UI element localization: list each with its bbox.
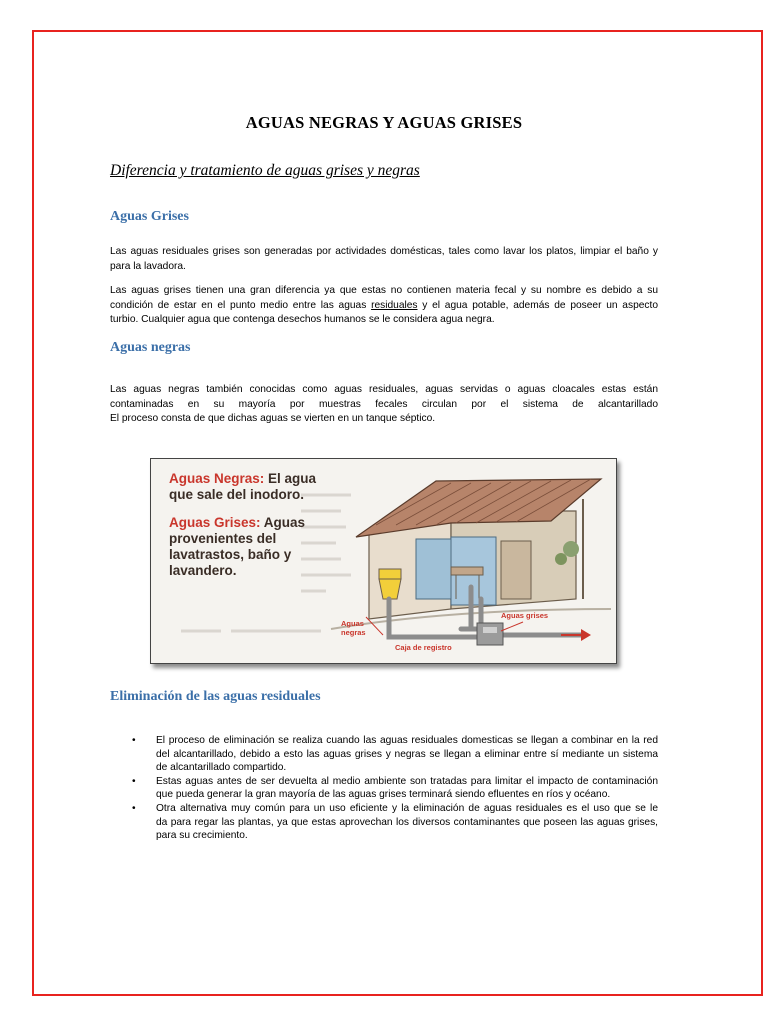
- figure-line: lavandero.: [169, 563, 237, 578]
- bullet-glyph: •: [132, 802, 136, 814]
- paragraph-grises-1: [110, 245, 658, 274]
- list-item: [110, 734, 658, 775]
- paragraph-line: Las aguas grises tienen una gran diferencia ya que estas no contienen materia fecal y su nombre es debido a su: [110, 285, 658, 296]
- eliminacion-bullet-list: [110, 734, 658, 843]
- bullet-glyph: •: [132, 775, 136, 787]
- paragraph-grises-2: [110, 284, 658, 328]
- figure-label-negras: [341, 619, 366, 637]
- list-item: [110, 775, 658, 802]
- list-line: de alcantarillado compartido.: [156, 762, 287, 774]
- list-item: [110, 802, 658, 843]
- figure-line: negras: [341, 628, 366, 637]
- heading-aguas-negras: Aguas negras: [110, 340, 191, 355]
- paragraph-negras: [110, 383, 658, 427]
- figure-term-grises: Aguas Grises:: [169, 515, 261, 530]
- figure-caption-grises: [169, 515, 305, 579]
- list-line: del alcantarillado, debido a esto las aguas grises y negras se llegan a eliminar entre sí mediante un sistema: [156, 748, 658, 760]
- list-line: El proceso de eliminación se realiza cuando las aguas residuales domesticas se llegan a combinar en la red: [156, 735, 658, 746]
- paragraph-line: Las aguas residuales grises son generadas por actividades domésticas, tales como lavar los platos, limpiar el baño y: [110, 246, 658, 257]
- paragraph-line: [110, 299, 658, 314]
- figure-line: que sale del inodoro.: [169, 487, 305, 502]
- figure-caption-negras: [169, 471, 316, 503]
- paragraph-line: turbio. Cualquier agua que contenga desechos humanos se le considera agua negra.: [110, 314, 495, 325]
- paragraph-line: El proceso consta de que dichas aguas se vierten en un tanque séptico.: [110, 413, 436, 424]
- figure-line: [169, 471, 316, 487]
- residuales-link[interactable]: residuales: [371, 299, 418, 311]
- figure-line: lavatrastos, baño y: [169, 547, 292, 562]
- figure-line: Aguas: [341, 619, 364, 628]
- document-subtitle: Diferencia y tratamiento de aguas grises y negras: [110, 162, 420, 179]
- list-line: que pueda generar la gran mayoría de las aguas grises terminará siendo efluentes en ríos y océano.: [156, 789, 611, 801]
- text-span: condición de estar en el punto medio entre las aguas: [110, 299, 372, 311]
- heading-eliminacion: Eliminación de las aguas residuales: [110, 689, 321, 704]
- house-diagram-figure: [150, 458, 617, 664]
- figure-text: El agua: [264, 471, 317, 486]
- list-line: para su crecimiento.: [156, 830, 248, 842]
- figure-term-negras: Aguas Negras:: [169, 471, 265, 486]
- document-title: AGUAS NEGRAS Y AGUAS GRISES: [245, 113, 523, 132]
- list-line: Otra alternativa muy común para un uso eficiente y la eliminación de aguas residuales es el uso que se le: [156, 802, 658, 814]
- text-span: y el agua potable, además de poseer un aspecto: [417, 299, 658, 311]
- figure-line: provenientes del: [169, 531, 277, 546]
- list-line: da para regar las plantas, ya que estas aprovechan los diversos contaminantes que poseen las aguas grises,: [156, 816, 658, 828]
- figure-line: [169, 515, 305, 531]
- heading-aguas-grises: Aguas Grises: [110, 209, 189, 224]
- figure-text: Aguas: [260, 515, 306, 530]
- bullet-glyph: •: [132, 735, 136, 746]
- list-line: Estas aguas antes de ser devuelta al medio ambiente son tratadas para limitar el impacto de contaminación: [156, 775, 658, 787]
- paragraph-line: contaminadas en su mayoría por muestras fecales circulan por el sistema de alcantarillado: [110, 398, 658, 410]
- paragraph-line: Las aguas negras también conocidas como aguas residuales, aguas servidas o aguas cloacales estas están: [110, 384, 658, 395]
- figure-label-grises: Aguas grises: [501, 611, 549, 620]
- figure-label-caja: Caja de registro: [395, 643, 452, 652]
- paragraph-line: para la lavadora.: [110, 260, 186, 272]
